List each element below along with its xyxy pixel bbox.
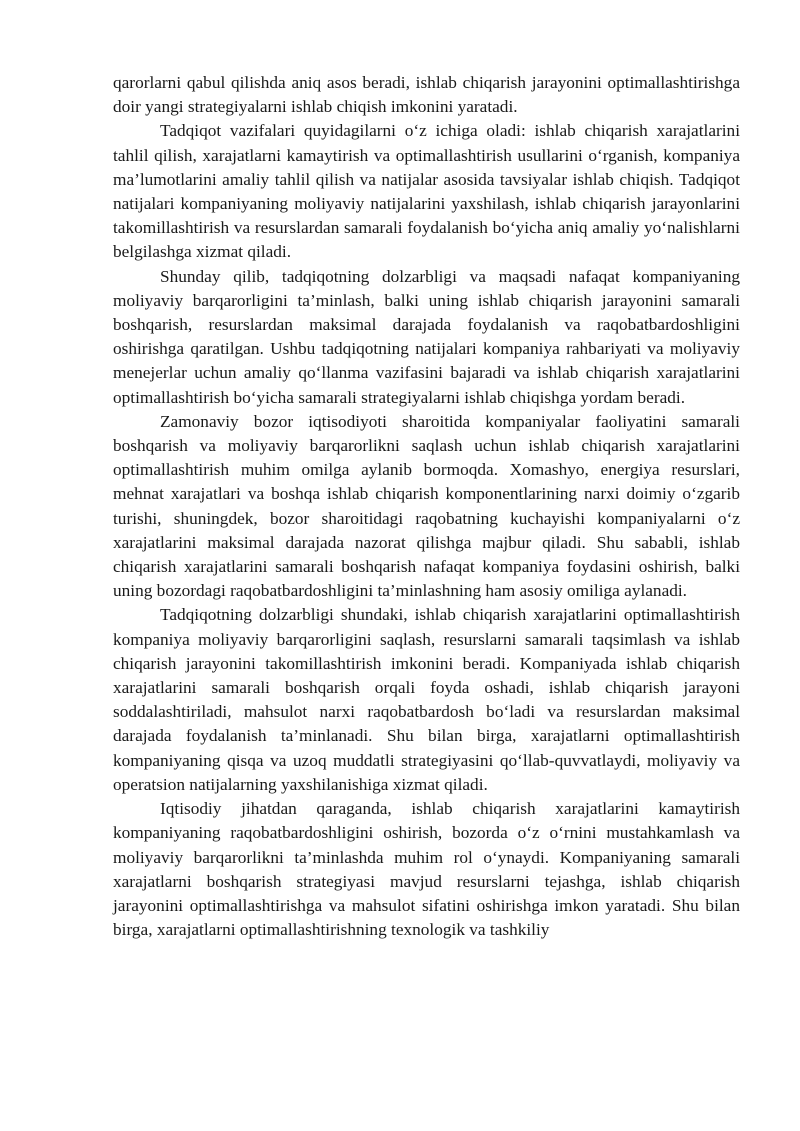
document-page [113,71,740,942]
paragraph-continuation: qarorlarni qabul qilishda aniq asos beradi, ishlab chiqarish jarayonini optimallashtirishga doir yangi strategiyalarni ishlab chiqish imkonini yaratadi. [113,73,740,117]
paragraph-economic-view: Iqtisodiy jihatdan qaraganda, ishlab chiqarish xarajatlarini kamaytirish kompaniyaning raqobatbardoshligini oshirish, bozorda o‘z o‘rnini mustahkamlash va moliyaviy barqarorlikni ta’minlashda muhim rol o‘ynaydi. Kompaniyaning samarali xarajatlarni boshqarish strategiyasi mavjud resurslarni tejashga, ishlab chiqarish jarayonini optimallashtirishga va mahsulot sifatini oshirishga imkon yaratadi. Shu bilan birga, xarajatlarni optimallashtirishning texnologik va tashkiliy [113,799,740,940]
paragraph-research-tasks: Tadqiqot vazifalari quyidagilarni o‘z ichiga oladi: ishlab chiqarish xarajatlarini tahlil qilish, xarajatlarni kamaytirish va optimallashtirish usullarini o‘rganish, kompaniya ma’lumotlarini amaliy tahlil qilish va natijalar asosida tavsiyalar ishlab chiqish. Tadqiqot natijalari kompaniyaning moliyaviy natijalarini yaxshilash, ishlab chiqarish jarayonlarini takomillashtirish va resurslardan samarali foydalanish bo‘yicha aniq amaliy yo‘nalishlarni belgilashga xizmat qiladi. [113,121,740,262]
paragraph-research-relevance: Tadqiqotning dolzarbligi shundaki, ishlab chiqarish xarajatlarini optimallashtirish kompaniya moliyaviy barqarorligini saqlash, resurslarni samarali taqsimlash va ishlab chiqarish jarayonini takomillashtirish imkonini beradi. Kompaniyada ishlab chiqarish xarajatlarini samarali boshqarish orqali foyda oshadi, ishlab chiqarish jarayoni soddalashtiriladi, mahsulot narxi raqobatbardosh bo‘ladi va resurslardan maksimal darajada foydalanish ta’minlanadi. Shu bilan birga, xarajatlarni optimallashtirish kompaniyaning qisqa va uzoq muddatli strategiyasini qo‘llab-quvvatlaydi, moliyaviy va operatsion natijalarning yaxshilanishiga xizmat qiladi. [113,605,740,794]
paragraph-relevance-summary: Shunday qilib, tadqiqotning dolzarbligi va maqsadi nafaqat kompaniyaning moliyaviy barqarorligini ta’minlash, balki uning ishlab chiqarish jarayonini samarali boshqarish, resurslardan maksimal darajada foydalanish va raqobatbardoshligini oshirishga qaratilgan. Ushbu tadqiqotning natijalari kompaniya rahbariyati va moliyaviy menejerlar uchun amaliy qo‘llanma vazifasini bajaradi va ishlab chiqarish xarajatlarini optimallashtirish bo‘yicha samarali strategiyalarni ishlab chiqishga yordam beradi. [113,266,740,407]
paragraph-market-economy: Zamonaviy bozor iqtisodiyoti sharoitida kompaniyalar faoliyatini samarali boshqarish va moliyaviy barqarorlikni saqlash uchun ishlab chiqarish xarajatlarini optimallashtirish muhim omilga aylanib bormoqda. Xomashyo, energiya resurslari, mehnat xarajatlari va boshqa ishlab chiqarish komponentlarining narxi doimiy o‘zgarib turishi, shuningdek, bozor sharoitidagi raqobatning kuchayishi kompaniyalarni o‘z xarajatlarini maksimal darajada nazorat qilishga majbur qiladi. Shu sababli, ishlab chiqarish xarajatlarini samarali boshqarish nafaqat kompaniya foydasini oshirish, balki uning bozordagi raqobatbardoshligini ta’minlashning ham asosiy omiliga aylanadi. [113,411,740,601]
